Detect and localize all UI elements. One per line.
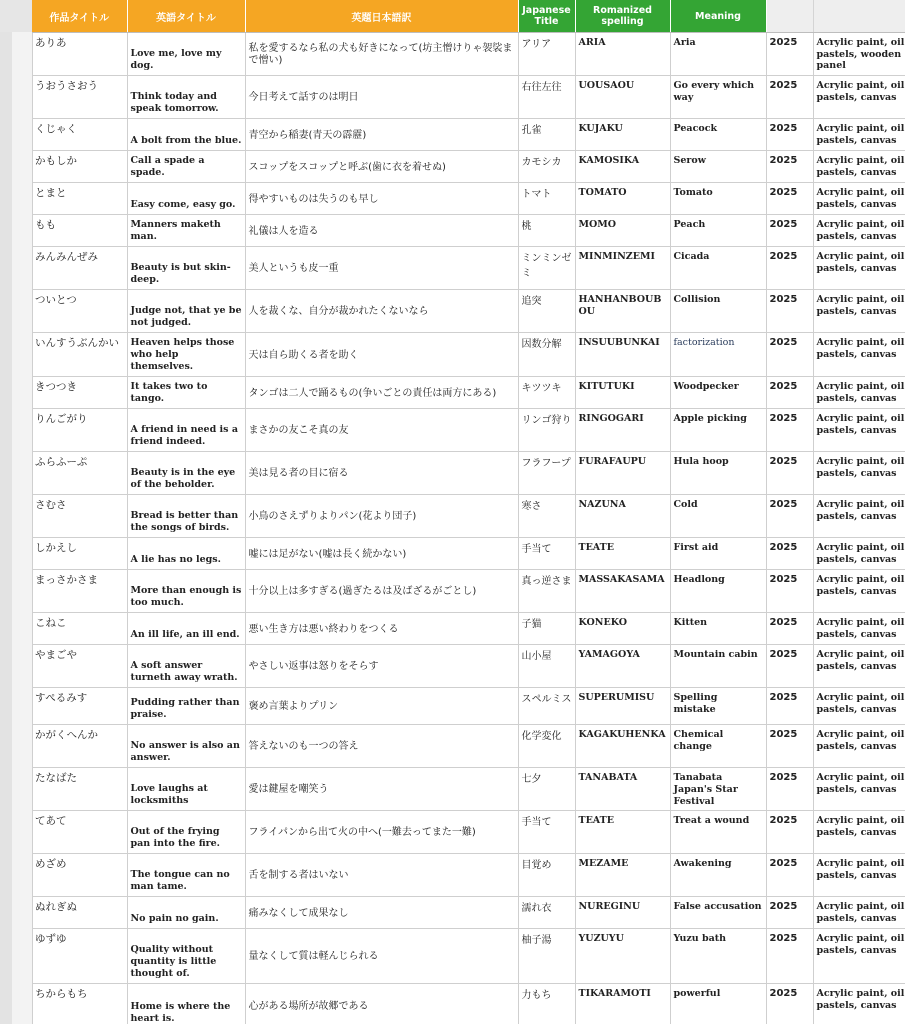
cell-year[interactable]: 2025: [766, 290, 813, 333]
cell-romanized-spelling[interactable]: MASSAKASAMA: [575, 570, 670, 613]
cell-translation[interactable]: 天は自ら助くる者を助く: [245, 333, 518, 377]
cell-japanese-title[interactable]: 追突: [518, 290, 575, 333]
select-all-corner[interactable]: [0, 0, 33, 32]
cell-meaning[interactable]: Cold: [670, 495, 766, 538]
cell-english-title[interactable]: Quality without quantity is little thought of.: [127, 929, 245, 984]
cell-english-title[interactable]: Love laughs at locksmiths: [127, 768, 245, 811]
cell-japanese-title[interactable]: 桃: [518, 215, 575, 247]
cell-romanized-spelling[interactable]: FURAFAUPU: [575, 452, 670, 495]
cell-title[interactable]: みんみんぜみ: [32, 247, 127, 290]
cell-meaning[interactable]: Headlong: [670, 570, 766, 613]
cell-year[interactable]: 2025: [766, 377, 813, 409]
cell-year[interactable]: 2025: [766, 929, 813, 984]
table-row: [32, 333, 905, 377]
cell-translation[interactable]: 舌を制する者はいない: [245, 854, 518, 897]
table-row: [32, 929, 905, 984]
cell-title[interactable]: しかえし: [32, 538, 127, 570]
cell-english-title[interactable]: Out of the frying pan into the fire.: [127, 811, 245, 854]
cell-medium[interactable]: Acrylic paint, oil pastels, canvas: [813, 688, 905, 725]
cell-romanized-spelling[interactable]: INSUUBUNKAI: [575, 333, 670, 377]
cell-japanese-title[interactable]: リンゴ狩り: [518, 409, 575, 452]
table-row: [32, 452, 905, 495]
cell-title[interactable]: かがくへんか: [32, 725, 127, 768]
cell-english-title[interactable]: No answer is also an answer.: [127, 725, 245, 768]
table-row: [32, 768, 905, 811]
cell-translation[interactable]: 美は見る者の目に宿る: [245, 452, 518, 495]
table-row: [32, 538, 905, 570]
cell-english-title[interactable]: Pudding rather than praise.: [127, 688, 245, 725]
cell-translation[interactable]: タンゴは二人で踊るもの(争いごとの責任は両方にある): [245, 377, 518, 409]
column-header-romanized-spelling[interactable]: Romanized spelling: [575, 0, 670, 33]
cell-english-title[interactable]: The tongue can no man tame.: [127, 854, 245, 897]
cell-japanese-title[interactable]: 目覚め: [518, 854, 575, 897]
table-row: [32, 854, 905, 897]
cell-meaning[interactable]: Peacock: [670, 119, 766, 151]
cell-meaning[interactable]: Cicada: [670, 247, 766, 290]
table-row: [32, 570, 905, 613]
cell-meaning[interactable]: Spelling mistake: [670, 688, 766, 725]
table-row: [32, 688, 905, 725]
table-row: [32, 119, 905, 151]
column-header-translation[interactable]: 英題日本語訳: [245, 0, 518, 33]
cell-translation[interactable]: やさしい返事は怒りをそらす: [245, 645, 518, 688]
cell-translation[interactable]: 美人というも皮一重: [245, 247, 518, 290]
cell-translation[interactable]: 人を裁くな、自分が裁かれたくないなら: [245, 290, 518, 333]
cell-year[interactable]: 2025: [766, 333, 813, 377]
cell-japanese-title[interactable]: トマト: [518, 183, 575, 215]
cell-meaning[interactable]: First aid: [670, 538, 766, 570]
cell-medium[interactable]: Acrylic paint, oil pastels, canvas: [813, 645, 905, 688]
cell-english-title[interactable]: Beauty is in the eye of the beholder.: [127, 452, 245, 495]
cell-english-title[interactable]: An ill life, an ill end.: [127, 613, 245, 645]
column-header-title[interactable]: 作品タイトル: [32, 0, 127, 33]
cell-medium[interactable]: Acrylic paint, oil pastels, canvas: [813, 854, 905, 897]
cell-translation[interactable]: 悪い生き方は悪い終わりをつくる: [245, 613, 518, 645]
cell-meaning[interactable]: Woodpecker: [670, 377, 766, 409]
cell-english-title[interactable]: No pain no gain.: [127, 897, 245, 929]
table-row: [32, 183, 905, 215]
table-row: [32, 984, 905, 1024]
cell-title[interactable]: いんすうぶんかい: [32, 333, 127, 377]
cell-translation[interactable]: まさかの友こそ真の友: [245, 409, 518, 452]
cell-title[interactable]: とまと: [32, 183, 127, 215]
cell-japanese-title[interactable]: 柚子湯: [518, 929, 575, 984]
cell-romanized-spelling[interactable]: TIKARAMOTI: [575, 984, 670, 1024]
cell-meaning[interactable]: False accusation: [670, 897, 766, 929]
cell-english-title[interactable]: Love me, love my dog.: [127, 33, 245, 76]
cell-translation[interactable]: スコップをスコップと呼ぶ(歯に衣を着せぬ): [245, 151, 518, 183]
cell-japanese-title[interactable]: 因数分解: [518, 333, 575, 377]
cell-japanese-title[interactable]: フラフープ: [518, 452, 575, 495]
table-row: [32, 247, 905, 290]
cell-medium[interactable]: Acrylic paint, oil pastels, wooden panel: [813, 33, 905, 76]
cell-year[interactable]: 2025: [766, 725, 813, 768]
cell-title[interactable]: たなばた: [32, 768, 127, 811]
cell-meaning[interactable]: Apple picking: [670, 409, 766, 452]
cell-romanized-spelling[interactable]: NUREGINU: [575, 897, 670, 929]
cell-romanized-spelling[interactable]: KONEKO: [575, 613, 670, 645]
cell-japanese-title[interactable]: キツツキ: [518, 377, 575, 409]
cell-japanese-title[interactable]: カモシカ: [518, 151, 575, 183]
cell-english-title[interactable]: Easy come, easy go.: [127, 183, 245, 215]
cell-romanized-spelling[interactable]: MEZAME: [575, 854, 670, 897]
cell-medium[interactable]: Acrylic paint, oil pastels, canvas: [813, 247, 905, 290]
cell-title[interactable]: きつつき: [32, 377, 127, 409]
row-header-gutter[interactable]: [12, 32, 33, 1024]
cell-title[interactable]: ゆずゆ: [32, 929, 127, 984]
cell-romanized-spelling[interactable]: RINGOGARI: [575, 409, 670, 452]
cell-year[interactable]: 2025: [766, 452, 813, 495]
table-row: [32, 811, 905, 854]
cell-romanized-spelling[interactable]: UOUSAOU: [575, 76, 670, 119]
cell-japanese-title[interactable]: 山小屋: [518, 645, 575, 688]
table-row: [32, 290, 905, 333]
cell-english-title[interactable]: Judge not, that ye be not judged.: [127, 290, 245, 333]
cell-translation[interactable]: 痛みなくして成果なし: [245, 897, 518, 929]
cell-title[interactable]: もも: [32, 215, 127, 247]
table-row: [32, 377, 905, 409]
cell-english-title[interactable]: Manners maketh man.: [127, 215, 245, 247]
cell-medium[interactable]: Acrylic paint, oil pastels, canvas: [813, 929, 905, 984]
cell-year[interactable]: 2025: [766, 613, 813, 645]
cell-english-title[interactable]: Beauty is but skin-deep.: [127, 247, 245, 290]
cell-year[interactable]: 2025: [766, 183, 813, 215]
cell-year[interactable]: 2025: [766, 247, 813, 290]
cell-medium[interactable]: Acrylic paint, oil pastels, canvas: [813, 183, 905, 215]
cell-year[interactable]: 2025: [766, 538, 813, 570]
cell-title[interactable]: さむさ: [32, 495, 127, 538]
cell-medium[interactable]: Acrylic paint, oil pastels, canvas: [813, 897, 905, 929]
cell-meaning[interactable]: Aria: [670, 33, 766, 76]
cell-translation[interactable]: 私を愛するなら私の犬も好きになって(坊主憎けりゃ袈裟まで憎い): [245, 33, 518, 76]
cell-meaning[interactable]: factorization: [670, 333, 766, 377]
cell-japanese-title[interactable]: 濡れ衣: [518, 897, 575, 929]
cell-romanized-spelling[interactable]: SUPERUMISU: [575, 688, 670, 725]
cell-medium[interactable]: Acrylic paint, oil pastels, canvas: [813, 570, 905, 613]
cell-year[interactable]: 2025: [766, 76, 813, 119]
cell-meaning[interactable]: powerful: [670, 984, 766, 1024]
cell-medium[interactable]: Acrylic paint, oil pastels, canvas: [813, 811, 905, 854]
cell-meaning[interactable]: Tomato: [670, 183, 766, 215]
cell-medium[interactable]: Acrylic paint, oil pastels, canvas: [813, 290, 905, 333]
cell-translation[interactable]: フライパンから出て火の中へ(一難去ってまた一難): [245, 811, 518, 854]
cell-year[interactable]: 2025: [766, 33, 813, 76]
cell-translation[interactable]: 得やすいものは失うのも早し: [245, 183, 518, 215]
cell-year[interactable]: 2025: [766, 645, 813, 688]
cell-title[interactable]: ぬれぎぬ: [32, 897, 127, 929]
cell-title[interactable]: めざめ: [32, 854, 127, 897]
cell-meaning[interactable]: Peach: [670, 215, 766, 247]
cell-title[interactable]: まっさかさま: [32, 570, 127, 613]
cell-translation[interactable]: 十分以上は多すぎる(過ぎたるは及ばざるがごとし): [245, 570, 518, 613]
cell-year[interactable]: 2025: [766, 495, 813, 538]
cell-japanese-title[interactable]: 子猫: [518, 613, 575, 645]
cell-romanized-spelling[interactable]: TANABATA: [575, 768, 670, 811]
table-row: [32, 151, 905, 183]
cell-japanese-title[interactable]: 化学変化: [518, 725, 575, 768]
cell-romanized-spelling[interactable]: ARIA: [575, 33, 670, 76]
cell-title[interactable]: ふらふーぷ: [32, 452, 127, 495]
cell-title[interactable]: りんごがり: [32, 409, 127, 452]
cell-title[interactable]: くじゃく: [32, 119, 127, 151]
cell-translation[interactable]: 礼儀は人を造る: [245, 215, 518, 247]
cell-medium[interactable]: Acrylic paint, oil pastels, canvas: [813, 409, 905, 452]
cell-japanese-title[interactable]: 寒さ: [518, 495, 575, 538]
cell-title[interactable]: ついとつ: [32, 290, 127, 333]
cell-romanized-spelling[interactable]: TEATE: [575, 538, 670, 570]
cell-romanized-spelling[interactable]: KUJAKU: [575, 119, 670, 151]
cell-meaning[interactable]: Hula hoop: [670, 452, 766, 495]
cell-english-title[interactable]: It takes two to tango.: [127, 377, 245, 409]
cell-meaning[interactable]: Tanabata Japan's Star Festival: [670, 768, 766, 811]
cell-title[interactable]: てあて: [32, 811, 127, 854]
cell-romanized-spelling[interactable]: HANHANBOUBOU: [575, 290, 670, 333]
cell-year[interactable]: 2025: [766, 119, 813, 151]
cell-japanese-title[interactable]: スペルミス: [518, 688, 575, 725]
cell-english-title[interactable]: Call a spade a spade.: [127, 151, 245, 183]
table-row: [32, 613, 905, 645]
column-header-japanese-title[interactable]: Japanese Title: [518, 0, 575, 33]
cell-medium[interactable]: Acrylic paint, oil pastels, canvas: [813, 725, 905, 768]
column-header-medium[interactable]: [813, 0, 905, 33]
cell-title[interactable]: ちからもち: [32, 984, 127, 1024]
cell-japanese-title[interactable]: アリア: [518, 33, 575, 76]
cell-meaning[interactable]: Awakening: [670, 854, 766, 897]
table-row: [32, 725, 905, 768]
cell-romanized-spelling[interactable]: KAMOSIKA: [575, 151, 670, 183]
cell-medium[interactable]: Acrylic paint, oil pastels, canvas: [813, 538, 905, 570]
table-row: [32, 645, 905, 688]
cell-year[interactable]: 2025: [766, 570, 813, 613]
cell-year[interactable]: 2025: [766, 151, 813, 183]
cell-japanese-title[interactable]: 手当て: [518, 811, 575, 854]
cell-english-title[interactable]: A soft answer turneth away wrath.: [127, 645, 245, 688]
cell-medium[interactable]: Acrylic paint, oil pastels, canvas: [813, 333, 905, 377]
cell-japanese-title[interactable]: 孔雀: [518, 119, 575, 151]
cell-english-title[interactable]: A friend in need is a friend indeed.: [127, 409, 245, 452]
cell-japanese-title[interactable]: ミンミンゼミ: [518, 247, 575, 290]
cell-medium[interactable]: Acrylic paint, oil pastels, canvas: [813, 613, 905, 645]
cell-english-title[interactable]: A bolt from the blue.: [127, 119, 245, 151]
cell-year[interactable]: 2025: [766, 811, 813, 854]
cell-english-title[interactable]: Think today and speak tomorrow.: [127, 76, 245, 119]
cell-romanized-spelling[interactable]: MOMO: [575, 215, 670, 247]
cell-romanized-spelling[interactable]: NAZUNA: [575, 495, 670, 538]
cell-japanese-title[interactable]: 七夕: [518, 768, 575, 811]
cell-year[interactable]: 2025: [766, 215, 813, 247]
table-row: [32, 215, 905, 247]
cell-romanized-spelling[interactable]: KITUTUKI: [575, 377, 670, 409]
cell-year[interactable]: 2025: [766, 854, 813, 897]
cell-meaning[interactable]: Treat a wound: [670, 811, 766, 854]
cell-translation[interactable]: 心がある場所が故郷である: [245, 984, 518, 1024]
cell-translation[interactable]: 今日考えて話すのは明日: [245, 76, 518, 119]
cell-title[interactable]: かもしか: [32, 151, 127, 183]
cell-medium[interactable]: Acrylic paint, oil pastels, canvas: [813, 768, 905, 811]
cell-meaning[interactable]: Yuzu bath: [670, 929, 766, 984]
artwork-table: [32, 0, 905, 1024]
cell-medium[interactable]: Acrylic paint, oil pastels, canvas: [813, 76, 905, 119]
table-row: [32, 409, 905, 452]
cell-title[interactable]: ありあ: [32, 33, 127, 76]
cell-english-title[interactable]: Home is where the heart is.: [127, 984, 245, 1024]
cell-translation[interactable]: 小鳥のさえずりよりパン(花より団子): [245, 495, 518, 538]
cell-year[interactable]: 2025: [766, 768, 813, 811]
cell-japanese-title[interactable]: 手当て: [518, 538, 575, 570]
cell-romanized-spelling[interactable]: YUZUYU: [575, 929, 670, 984]
cell-meaning[interactable]: Serow: [670, 151, 766, 183]
cell-english-title[interactable]: Bread is better than the songs of birds.: [127, 495, 245, 538]
cell-year[interactable]: 2025: [766, 984, 813, 1024]
cell-medium[interactable]: Acrylic paint, oil pastels, canvas: [813, 984, 905, 1024]
cell-translation[interactable]: 愛は鍵屋を嘲笑う: [245, 768, 518, 811]
table-row: [32, 76, 905, 119]
column-header-meaning[interactable]: Meaning: [670, 0, 766, 33]
cell-medium[interactable]: Acrylic paint, oil pastels, canvas: [813, 377, 905, 409]
table-row: [32, 897, 905, 929]
cell-meaning[interactable]: Go every which way: [670, 76, 766, 119]
cell-romanized-spelling[interactable]: KAGAKUHENKA: [575, 725, 670, 768]
cell-english-title[interactable]: More than enough is too much.: [127, 570, 245, 613]
column-header-english-title[interactable]: 英語タイトル: [127, 0, 245, 33]
cell-medium[interactable]: Acrylic paint, oil pastels, canvas: [813, 495, 905, 538]
column-header-year[interactable]: [766, 0, 813, 33]
cell-translation[interactable]: 褒め言葉よりプリン: [245, 688, 518, 725]
cell-japanese-title[interactable]: 力もち: [518, 984, 575, 1024]
header-row: [32, 0, 905, 33]
cell-romanized-spelling[interactable]: TOMATO: [575, 183, 670, 215]
table-row: [32, 33, 905, 76]
cell-medium[interactable]: Acrylic paint, oil pastels, canvas: [813, 452, 905, 495]
cell-meaning[interactable]: Mountain cabin: [670, 645, 766, 688]
table-row: [32, 495, 905, 538]
cell-meaning[interactable]: Chemical change: [670, 725, 766, 768]
cell-japanese-title[interactable]: 右往左往: [518, 76, 575, 119]
cell-meaning[interactable]: Kitten: [670, 613, 766, 645]
cell-romanized-spelling[interactable]: TEATE: [575, 811, 670, 854]
cell-medium[interactable]: Acrylic paint, oil pastels, canvas: [813, 119, 905, 151]
cell-romanized-spelling[interactable]: YAMAGOYA: [575, 645, 670, 688]
cell-translation[interactable]: 量なくして質は軽んじられる: [245, 929, 518, 984]
cell-title[interactable]: やまごや: [32, 645, 127, 688]
cell-title[interactable]: うおうさおう: [32, 76, 127, 119]
cell-medium[interactable]: Acrylic paint, oil pastels, canvas: [813, 215, 905, 247]
cell-translation[interactable]: 嘘には足がない(嘘は長く続かない): [245, 538, 518, 570]
cell-romanized-spelling[interactable]: MINMINZEMI: [575, 247, 670, 290]
cell-japanese-title[interactable]: 真っ逆さま: [518, 570, 575, 613]
cell-year[interactable]: 2025: [766, 409, 813, 452]
cell-title[interactable]: こねこ: [32, 613, 127, 645]
cell-translation[interactable]: 答えないのも一つの答え: [245, 725, 518, 768]
cell-year[interactable]: 2025: [766, 688, 813, 725]
cell-meaning[interactable]: Collision: [670, 290, 766, 333]
cell-year[interactable]: 2025: [766, 897, 813, 929]
cell-medium[interactable]: Acrylic paint, oil pastels, canvas: [813, 151, 905, 183]
cell-english-title[interactable]: Heaven helps those who help themselves.: [127, 333, 245, 377]
cell-english-title[interactable]: A lie has no legs.: [127, 538, 245, 570]
cell-title[interactable]: すぺるみす: [32, 688, 127, 725]
cell-translation[interactable]: 青空から稲妻(青天の霹靂): [245, 119, 518, 151]
